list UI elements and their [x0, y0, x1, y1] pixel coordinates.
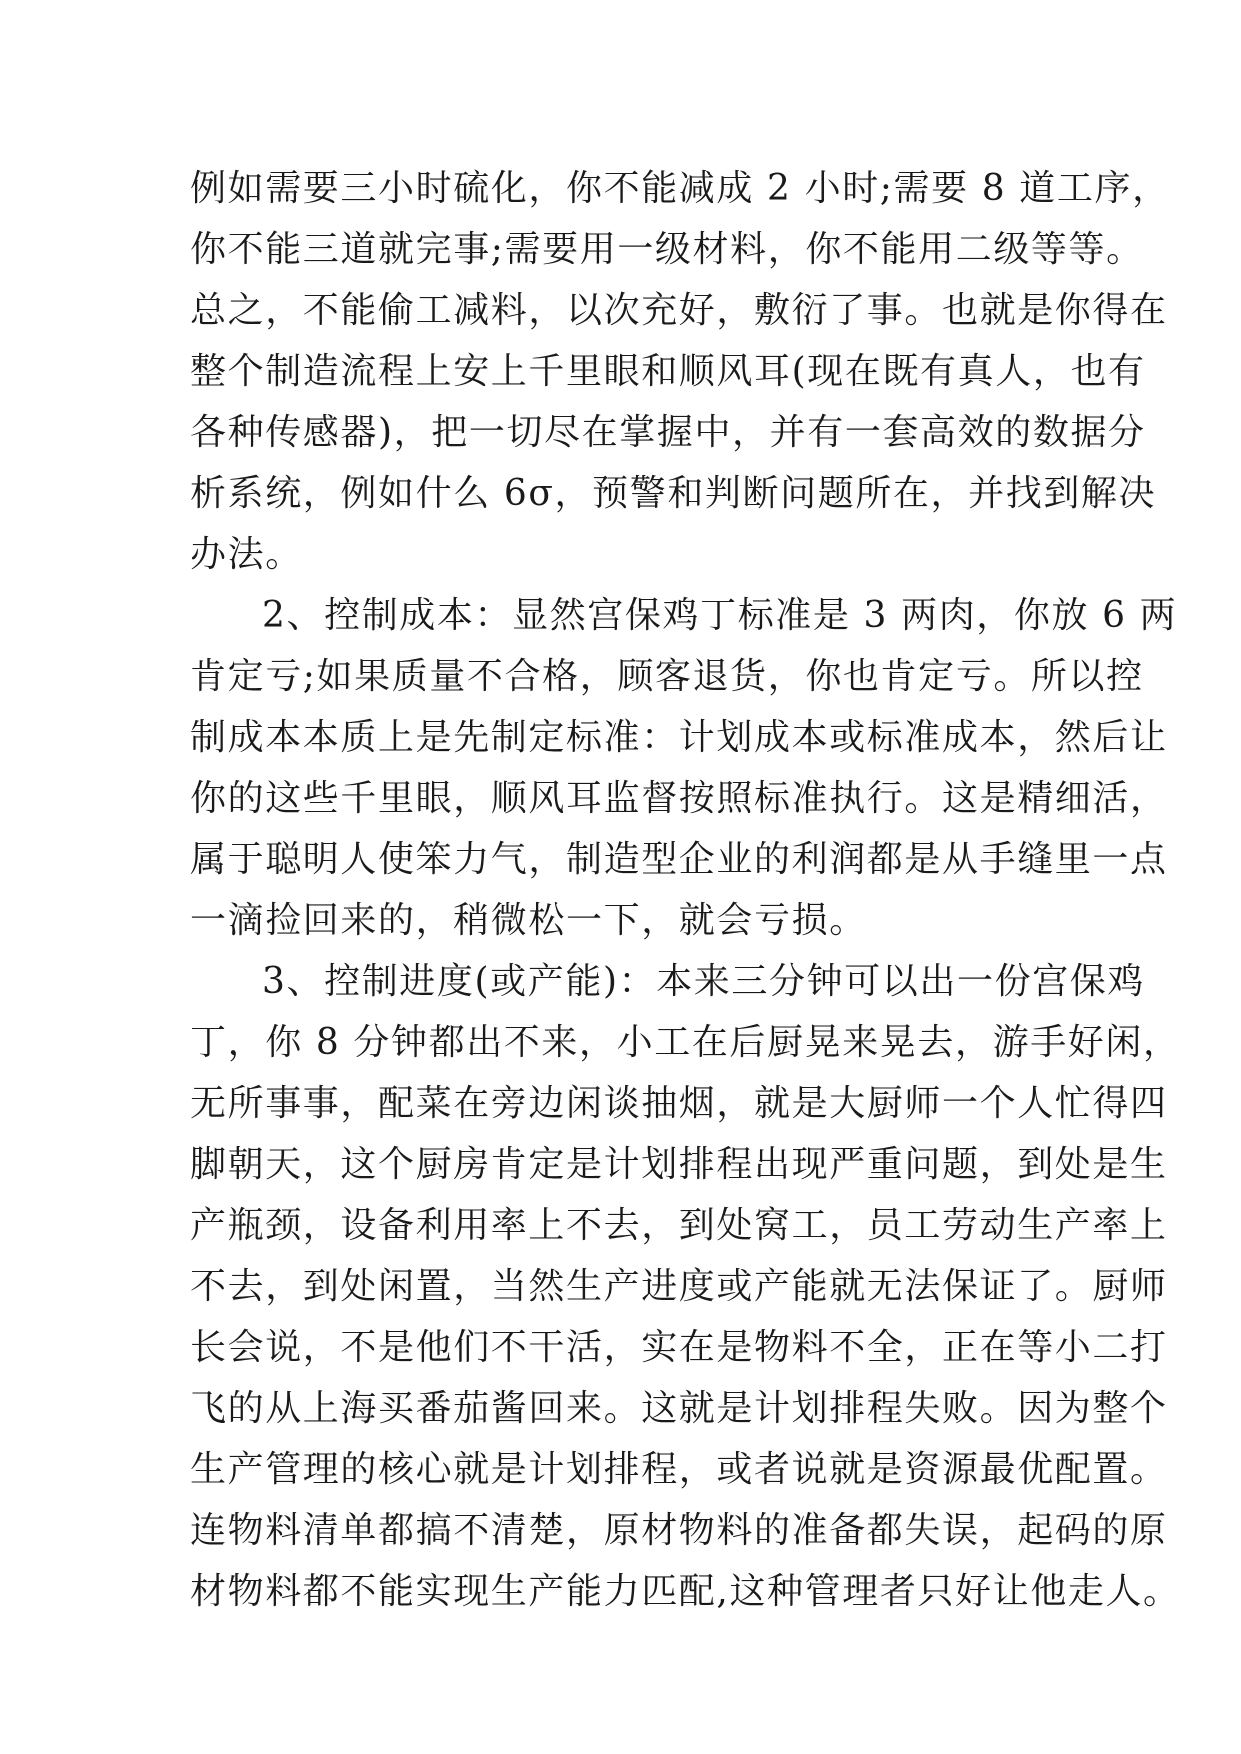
text-line: 材物料都不能实现生产能力匹配,这种管理者只好让他走人。 — [190, 1571, 1181, 1612]
text-line: 总之，不能偷工减料，以次充好，敷衍了事。也就是你得在 — [190, 290, 1168, 331]
text-line: 脚朝天，这个厨房肯定是计划排程出现严重问题，到处是生 — [190, 1144, 1168, 1185]
text-line: 制成本本质上是先制定标准：计划成本或标准成本，然后让 — [190, 717, 1168, 758]
text-line: 不去，到处闲置，当然生产进度或产能就无法保证了。厨师 — [190, 1266, 1168, 1307]
text-line: 飞的从上海买番茄酱回来。这就是计划排程失败。因为整个 — [190, 1388, 1168, 1429]
text-line: 各种传感器)，把一切尽在掌握中，并有一套高效的数据分 — [190, 412, 1146, 453]
text-line: 产瓶颈，设备利用率上不去，到处窝工，员工劳动生产率上 — [190, 1205, 1168, 1246]
text-line: 丁，你 8 分钟都出不来，小工在后厨晃来晃去，游手好闲， — [190, 1022, 1181, 1063]
text-line: 办法。 — [190, 534, 303, 575]
text-line: 属于聪明人使笨力气，制造型企业的利润都是从手缝里一点 — [190, 839, 1168, 880]
text-line: 一滴捡回来的，稍微松一下，就会亏损。 — [190, 900, 867, 941]
text-line: 整个制造流程上安上千里眼和顺风耳(现在既有真人，也有 — [190, 351, 1146, 392]
text-line: 生产管理的核心就是计划排程，或者说就是资源最优配置。 — [190, 1449, 1168, 1490]
text-line: 析系统，例如什么 6σ，预警和判断问题所在，并找到解决 — [190, 473, 1157, 514]
text-line: 无所事事，配菜在旁边闲谈抽烟，就是大厨师一个人忙得四 — [190, 1083, 1168, 1124]
text-line: 例如需要三小时硫化，你不能减成 2 小时;需要 8 道工序， — [190, 168, 1170, 209]
text-line: 肯定亏;如果质量不合格，顾客退货，你也肯定亏。所以控 — [190, 656, 1144, 697]
text-line: 长会说，不是他们不干活，实在是物料不全，正在等小二打 — [190, 1327, 1168, 1368]
paragraph-start-line: 2、控制成本：显然宫保鸡丁标准是 3 两肉，你放 6 两 — [262, 595, 1178, 636]
text-line: 你不能三道就完事;需要用一级材料，你不能用二级等等。 — [190, 229, 1144, 270]
paragraph-start-line: 3、控制进度(或产能)：本来三分钟可以出一份宫保鸡 — [262, 961, 1145, 1002]
document-body — [190, 158, 1181, 1622]
text-line: 连物料清单都搞不清楚，原材物料的准备都失误，起码的原 — [190, 1510, 1168, 1551]
text-line: 你的这些千里眼，顺风耳监督按照标准执行。这是精细活， — [190, 778, 1168, 819]
